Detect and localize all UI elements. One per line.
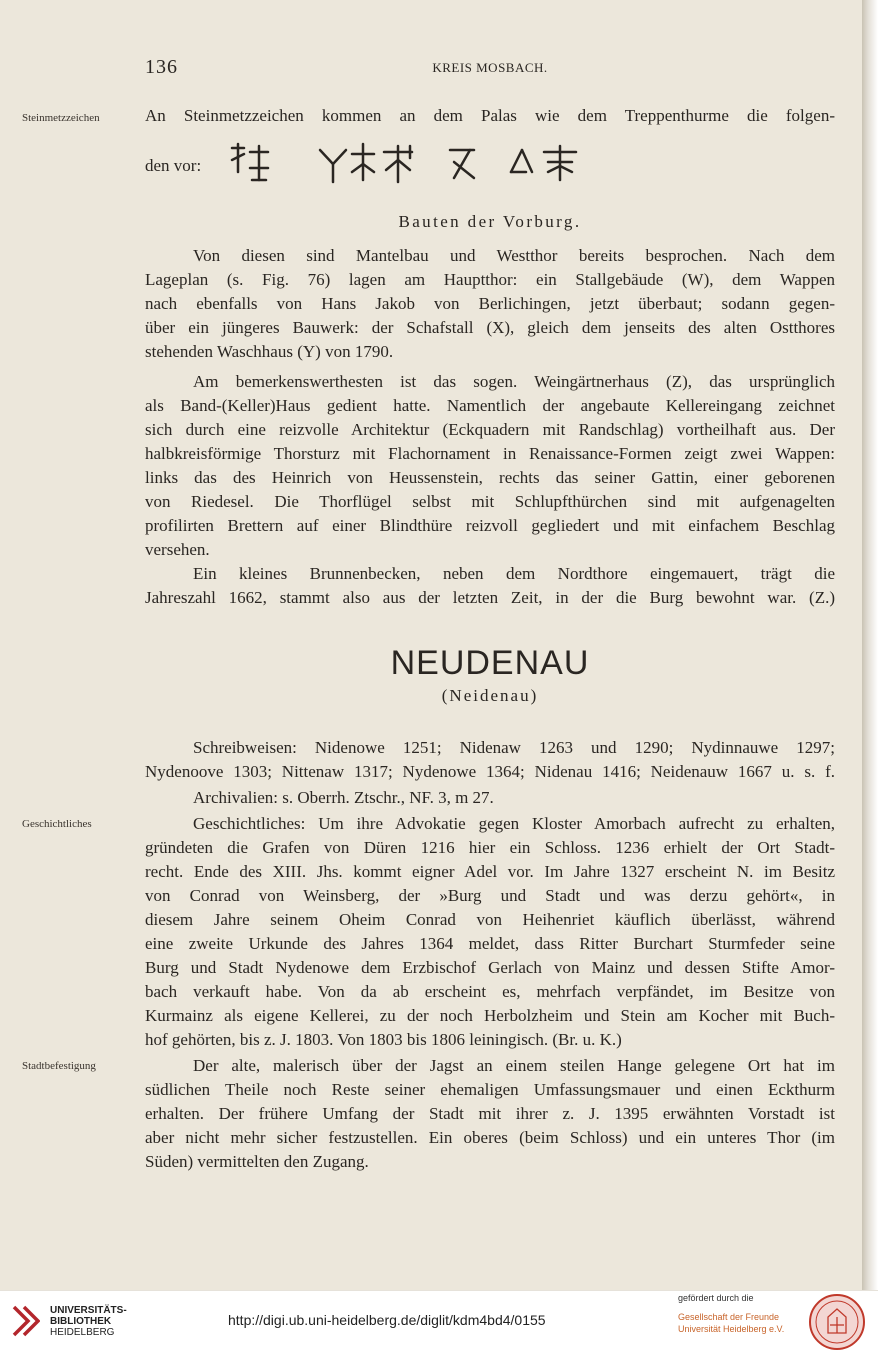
paragraph-line: Jahreszahl 1662, stammt also aus der letzten Zeit, in der die Burg bewohnt war. (Z.) [145,588,835,607]
paragraph-line: versehen. [145,540,210,559]
geschichte-line: gründeten die Grafen von Düren 1216 hier ein Schloss. 1236 erhielt der Ort Stadt- [145,838,835,857]
heading-bauten-der-vorburg: Bauten der Vorburg. [398,212,582,231]
paragraph-line: nach ebenfalls von Hans Jakob von Berlichingen, jetzt überbaut; sodann gegen- [145,294,835,313]
stonemason-mark-3 [348,142,378,184]
paragraph-line: Ein kleines Brunnenbecken, neben dem Nordthore eingemauert, trägt die [193,564,835,583]
paragraph-line: Lageplan (s. Fig. 76) lagen am Hauptthor: ein Stallgebäude (W), dem Wappen [145,270,835,289]
page-edge [862,0,878,1290]
library-name[interactable] [50,1305,127,1338]
paragraph-line: über ein jüngeres Bauwerk: der Schafstall (X), gleich dem jenseits des alten Ostthores [145,318,835,337]
margin-note-geschichtliches: Geschichtliches [22,818,92,830]
library-name-line-2: BIBLIOTHEK [50,1316,112,1327]
stonemason-mark-1 [228,142,272,184]
paragraph-line: sich durch eine reizvolle Architektur (Eckquadern mit Randschlag) vortheilhaft aus. Der [145,420,835,439]
section-title: NEUDENAU [390,644,590,682]
stadtbefestigung-line: erhalten. Der frühere Umfang der Stadt mit ihrer z. J. 1395 erwähnten Vorstadt ist [145,1104,835,1123]
geschichte-line: hof gehörten, bis z. J. 1803. Von 1803 bis 1806 leiningisch. (Br. u. K.) [145,1030,622,1049]
geschichte-line: diesem Jahre seinem Oheim Conrad von Heihenriet käuflich überlässt, während [145,910,835,929]
footer-bar [0,1290,878,1353]
geschichte-line: recht. Ende des XIII. Jhs. kommt eigner Adel vor. Im Jahre 1327 erscheint N. im Besitz [145,862,835,881]
running-title: KREIS MOSBACH. [432,60,548,75]
geschichte-line: Burg und Stadt Nydenowe dem Erzbischof Gerlach von Mainz und dessen Stifte Amor- [145,958,835,977]
paragraph-line: halbkreisförmige Thorsturz mit Flachornament in Renaissance-Formen zeigt zwei Wappen: [145,444,835,463]
paragraph-line: als Band-(Keller)Haus gedient hatte. Namentlich der angebaute Kellereingang zeichnet [145,396,835,415]
sponsor-intro: gefördert durch die [678,1293,754,1303]
library-name-line-1: UNIVERSITÄTS- [50,1305,127,1316]
section-subtitle: (Neidenau) [441,686,539,705]
stonemason-mark-7 [540,142,580,184]
stonemason-mark-4 [380,142,416,184]
sponsor-name[interactable] [678,1311,784,1335]
archivalien-line: Archivalien: s. Oberrh. Ztschr., NF. 3, m 27. [193,788,494,807]
university-library-logo-icon[interactable] [10,1299,40,1343]
library-name-line-3: HEIDELBERG [50,1327,115,1338]
paragraph-line: stehenden Waschhaus (Y) von 1790. [145,342,394,361]
margin-note-stadtbefestigung: Stadtbefestigung [22,1060,96,1072]
permalink-url[interactable]: http://digi.ub.uni-heidelberg.de/diglit/kdm4bd4/0155 [228,1312,546,1328]
paragraph-line: links das des Heinrich von Heussenstein, rechts das seiner Gattin, einer geborenen [145,468,835,487]
page-number: 136 [145,56,178,78]
schreibweisen-line: Schreibweisen: Nidenowe 1251; Nidenaw 1263 und 1290; Nydinnauwe 1297; [193,738,835,757]
paragraph-line: profilirten Brettern auf einer Blindthüre reizvoll gegliedert und mit einfachem Beschlag [145,516,835,535]
paragraph-line: Am bemerkenswerthesten ist das sogen. Weingärtnerhaus (Z), das ursprünglich [193,372,835,391]
sponsor-name-line-1: Gesellschaft der Freunde [678,1312,780,1322]
stonemason-mark-2 [316,142,350,184]
stonemason-mark-6 [508,142,534,184]
geschichte-line: Kurmainz als eigene Kellerei, zu der noch Herbolzheim und Stein am Kocher mit Buch- [145,1006,835,1025]
running-header [145,56,835,80]
geschichte-line: Geschichtliches: Um ihre Advokatie gegen Kloster Amorbach aufrecht zu erhalten, [193,814,835,833]
stonemason-mark-5 [446,142,478,184]
university-seal-icon [808,1293,866,1351]
sponsor-name-line-2: Universität Heidelberg e.V. [678,1324,785,1334]
schreibweisen-line: Nydenoove 1303; Nittenaw 1317; Nydenowe 1364; Nidenau 1416; Neidenauw 1667 u. s. f. [145,762,835,781]
geschichte-line: eine zweite Urkunde des Jahres 1364 meldet, dass Ritter Burchart Sturmfeder seine [145,934,835,953]
geschichte-line: bach verkauft habe. Von da ab erscheint es, mehrfach verpfändet, im Besitze von [145,982,835,1001]
stadtbefestigung-line: südlichen Theile noch Reste seiner ehemaligen Umfassungsmauer und einen Eckthurm [145,1080,835,1099]
paragraph-line: von Riedesel. Die Thorflügel selbst mit Schlupfthürchen sind mit aufgenagelten [145,492,835,511]
paragraph-line: Von diesen sind Mantelbau und Westthor bereits besprochen. Nach dem [193,246,835,265]
geschichte-line: von Conrad von Weinsberg, der »Burg und Stadt und was derzu gehört«, in [145,886,835,905]
intro-line: An Steinmetzzeichen kommen an dem Palas wie dem Treppenthurme die folgen- [145,106,835,125]
stadtbefestigung-line: aber nicht mehr sicher festzustellen. Ein oberes (beim Schloss) und ein unteres Thor (im [145,1128,835,1147]
intro-line-2: den vor: [145,156,202,175]
margin-note-steinmetzzeichen: Steinmetzzeichen [22,112,100,124]
stadtbefestigung-line: Der alte, malerisch über der Jagst an einem steilen Hange gelegene Ort hat im [193,1056,835,1075]
stadtbefestigung-line: Süden) vermittelten den Zugang. [145,1152,369,1171]
